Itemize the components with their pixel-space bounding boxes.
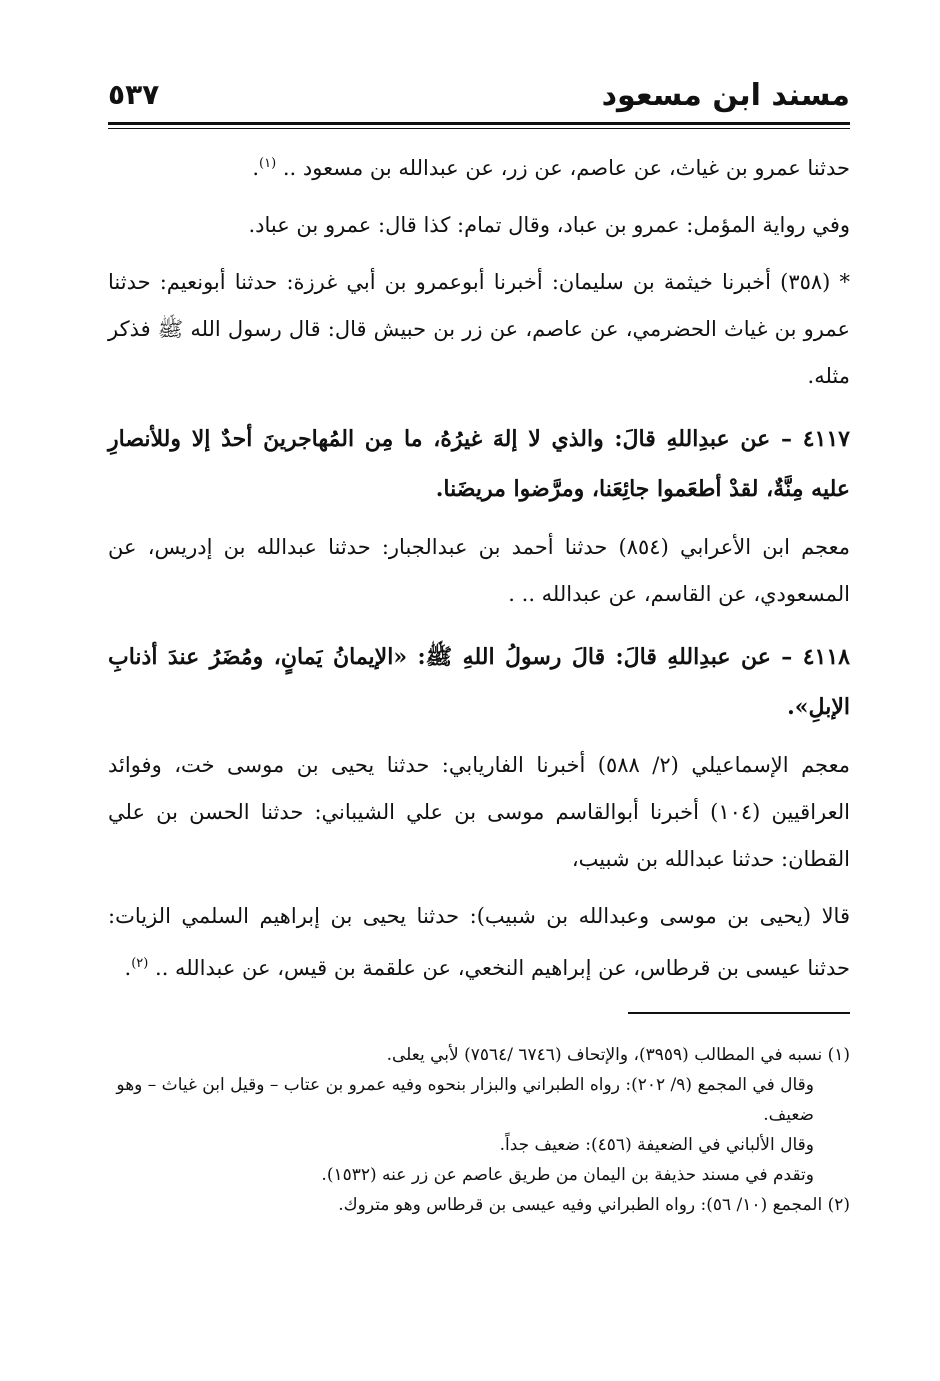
paragraph-8-text: قالا (يحيى بن موسى وعبدالله بن شبيب): حدثنا يحيى بن إبراهيم السلمي الزيات: حدثنا عيسى بن قرطاس، عن إبراهيم النخعي، عن علقمة بن قيس، عن عبدالله .. — [108, 904, 850, 980]
hadith-4117: ٤١١٧ – عن عبدِاللهِ قالَ: والذي لا إلهَ غيرُهُ، ما مِن المُهاجرينَ أحدٌ إلا وللأنصارِ عليه مِنَّةٌ، لقدْ أطعَموا جائِعَنا، ومرَّضوا مريضَنا. — [108, 426, 850, 502]
paragraph-1 — [108, 140, 850, 192]
main-text — [108, 140, 850, 992]
page-number: ٥٣٧ — [108, 78, 160, 111]
header-rule — [108, 122, 850, 125]
footnotes — [108, 1040, 850, 1220]
paragraph-1-end: . — [252, 156, 260, 180]
footnote-1-majma: وقال في المجمع (٩/ ٢٠٢): رواه الطبراني والبزار بنحوه وفيه عمرو بن عتاب – وقيل ابن غياث – وهو ضعيف. — [116, 1075, 814, 1125]
paragraph-8 — [108, 893, 850, 992]
footnote-divider — [628, 1012, 850, 1014]
paragraph-2: وفي رواية المؤمل: عمرو بن عباد، وقال تمام: كذا قال: عمرو بن عباد. — [248, 213, 850, 237]
footnote-2: (٢) المجمع (١٠/ ٥٦): رواه الطبراني وفيه عيسى بن قرطاس وهو متروك. — [338, 1195, 850, 1215]
paragraph-5: معجم ابن الأعرابي (٨٥٤) حدثنا أحمد بن عبدالجبار: حدثنا عبدالله بن إدريس، عن المسعودي، عن القاسم، عن عبدالله .. . — [108, 535, 850, 606]
header-rule-thin — [108, 128, 850, 129]
running-title: مسند ابن مسعود — [601, 78, 850, 113]
footnote-1-hudhayfa: وتقدم في مسند حذيفة بن اليمان من طريق عاصم عن زر عنه (١٥٣٢). — [321, 1165, 814, 1185]
footnote-1-albani: وقال الألباني في الضعيفة (٤٥٦): ضعيف جداً. — [499, 1135, 814, 1155]
footnote-1: (١) نسبه في المطالب (٣٩٥٩)، والإتحاف (٦٧٤٦ /٧٥٦٤) لأبي يعلى. — [386, 1045, 850, 1065]
page-header — [108, 76, 850, 120]
paragraph-7: معجم الإسماعيلي (٢/ ٥٨٨) أخبرنا الفاريابي: حدثنا يحيى بن موسى خت، وفوائد العراقيين (١٠٤) أخبرنا أبوالقاسم موسى بن علي الشيباني: حدثنا الحسن بن علي القطان: حدثنا عبدالله بن شبيب، — [108, 753, 850, 871]
footnote-ref-2: (٢) — [131, 956, 149, 971]
footnote-ref-1: (١) — [259, 156, 277, 171]
paragraph-8-end: . — [124, 956, 132, 980]
paragraph-1-text: حدثنا عمرو بن غياث، عن عاصم، عن زر، عن عبدالله بن مسعود .. — [276, 156, 850, 180]
paragraph-3: * (٣٥٨) أخبرنا خيثمة بن سليمان: أخبرنا أبوعمرو بن أبي غرزة: حدثنا أبونعيم: حدثنا عمرو بن غياث الحضرمي، عن عاصم، عن زر بن حبيش قال: قال رسول الله ﷺ فذكر مثله. — [108, 270, 850, 388]
hadith-4118: ٤١١٨ – عن عبدِاللهِ قالَ: قالَ رسولُ اللهِ ﷺ: «الإيمانُ يَمانٍ، ومُضَرُ عندَ أذنابِ الإبلِ». — [108, 644, 850, 720]
